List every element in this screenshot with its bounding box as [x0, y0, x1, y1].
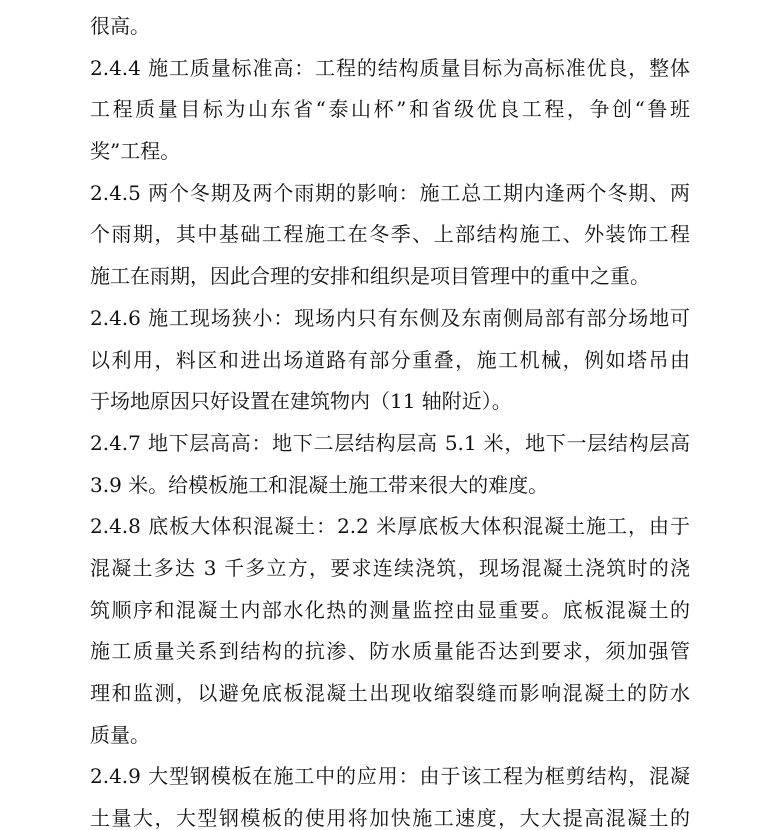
text-line: 2.4.5 两个冬期及两个雨期的影响：施工总工期内逢两个冬期、两 — [90, 180, 690, 205]
text-line: 工程质量目标为山东省“泰山杯”和省级优良工程，争创“鲁班 — [90, 97, 690, 122]
text-line: 于场地原因只好设置在建筑物内（11 轴附近）。 — [90, 389, 512, 414]
text-line: 土量大，大型钢模板的使用将加快施工速度，大大提高混凝土的 — [90, 806, 690, 830]
text-line: 2.4.9 大型钢模板在施工中的应用：由于该工程为框剪结构，混凝 — [90, 764, 690, 789]
text-line: 施工质量关系到结构的抗渗、防水质量能否达到要求，须加强管 — [90, 639, 690, 664]
text-line: 理和监测，以避免底板混凝土出现收缩裂缝而影响混凝土的防水 — [90, 681, 690, 705]
text-line: 2.4.8 底板大体积混凝土：2.2 米厚底板大体积混凝土施工，由于 — [90, 514, 690, 539]
text-line: 筑顺序和混凝土内部水化热的测量监控由显重要。底板混凝土的 — [90, 597, 690, 622]
text-line: 质量。 — [90, 722, 150, 747]
text-line: 3.9 米。给模板施工和混凝土施工带来很大的难度。 — [90, 472, 549, 497]
text-line: 以利用，料区和进出场道路有部分重叠，施工机械，例如塔吊由 — [90, 347, 690, 372]
document-body — [90, 6, 690, 830]
text-line: 2.4.7 地下层高高：地下二层结构层高 5.1 米，地下一层结构层高 — [90, 430, 690, 455]
text-line: 混凝土多达 3 千多立方，要求连续浇筑，现场混凝土浇筑时的浇 — [90, 555, 690, 580]
text-line: 2.4.4 施工质量标准高：工程的结构质量目标为高标准优良，整体 — [90, 55, 690, 80]
text-line: 很高。 — [90, 14, 150, 38]
text-line: 奖”工程。 — [90, 139, 181, 164]
text-line: 施工在雨期，因此合理的安排和组织是项目管理中的重中之重。 — [90, 264, 650, 289]
text-line: 个雨期，其中基础工程施工在冬季、上部结构施工、外装饰工程 — [90, 222, 690, 247]
text-line: 2.4.6 施工现场狭小：现场内只有东侧及东南侧局部有部分场地可 — [90, 305, 690, 330]
